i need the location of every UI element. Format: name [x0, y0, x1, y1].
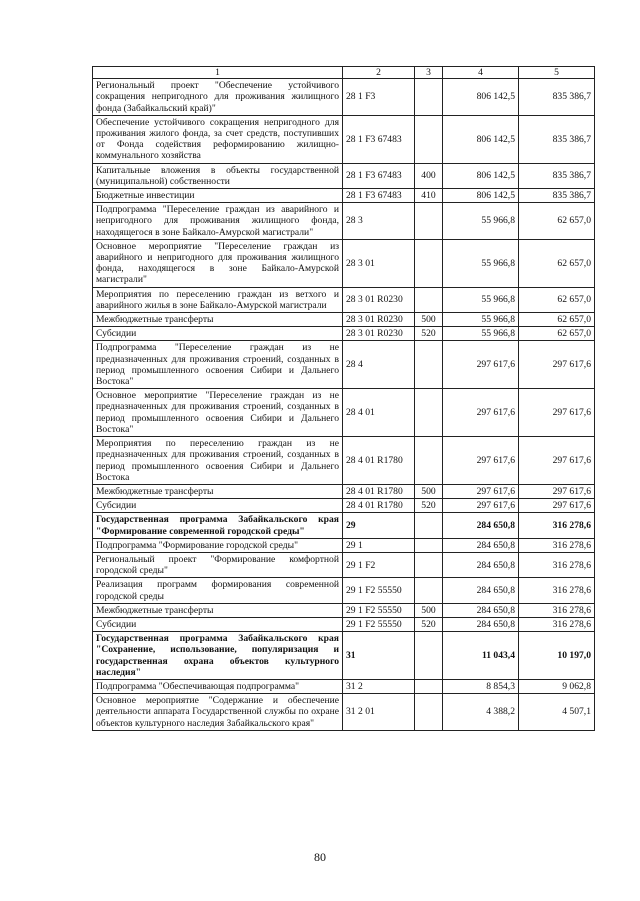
row-value-2019-cell: 284 650,8: [443, 578, 519, 603]
row-value-2019-cell: 55 966,8: [443, 313, 519, 327]
row-value-2019-cell: 297 617,6: [443, 484, 519, 498]
row-value-2020-cell: 835 386,7: [519, 163, 595, 188]
row-name-cell: Подпрограмма "Формирование городской среды": [93, 538, 343, 552]
row-expense-type-cell: [415, 538, 443, 552]
table-row: [93, 578, 595, 603]
row-code-cell: 28 3 01 R0230: [343, 287, 415, 312]
row-value-2020-cell: 9 062,8: [519, 679, 595, 693]
row-value-2019-cell: 55 966,8: [443, 327, 519, 341]
row-code-cell: 28 3: [343, 203, 415, 240]
row-name-cell: Межбюджетные трансферты: [93, 603, 343, 617]
row-name-cell: Мероприятия по переселению граждан из не предназначенных для проживания строений, созданных в период промышленного освоения Сибири и Дальнего Востока: [93, 437, 343, 485]
budget-table: [92, 66, 595, 731]
row-code-cell: 28 3 01: [343, 239, 415, 287]
row-value-2020-cell: 835 386,7: [519, 189, 595, 203]
table-row: [93, 79, 595, 116]
table-row: [93, 499, 595, 513]
row-code-cell: 31 2 01: [343, 694, 415, 731]
row-expense-type-cell: [415, 115, 443, 163]
table-row: [93, 163, 595, 188]
row-value-2020-cell: 316 278,6: [519, 513, 595, 538]
table-row: [93, 239, 595, 287]
row-value-2019-cell: 55 966,8: [443, 203, 519, 240]
table-row: [93, 115, 595, 163]
row-expense-type-cell: [415, 513, 443, 538]
row-expense-type-cell: [415, 679, 443, 693]
row-expense-type-cell: [415, 239, 443, 287]
row-name-cell: Капитальные вложения в объекты государственной (муниципальной) собственности: [93, 163, 343, 188]
row-value-2019-cell: 4 388,2: [443, 694, 519, 731]
row-value-2020-cell: 297 617,6: [519, 499, 595, 513]
row-name-cell: Основное мероприятие "Переселение граждан из не предназначенных для проживания строений, созданных в период промышленного освоения Сибири и Дальнего Востока": [93, 389, 343, 437]
row-expense-type-cell: [415, 632, 443, 680]
table-row: [93, 341, 595, 389]
row-value-2020-cell: 4 507,1: [519, 694, 595, 731]
row-code-cell: 28 1 F3 67483: [343, 163, 415, 188]
row-expense-type-cell: 400: [415, 163, 443, 188]
row-code-cell: 28 4 01 R1780: [343, 484, 415, 498]
table-row: [93, 513, 595, 538]
row-code-cell: 29 1 F2 55550: [343, 617, 415, 631]
header-cell: 4: [443, 67, 519, 79]
row-value-2019-cell: 8 854,3: [443, 679, 519, 693]
row-code-cell: 31 2: [343, 679, 415, 693]
page-number: 80: [314, 850, 326, 864]
row-value-2020-cell: 316 278,6: [519, 603, 595, 617]
row-name-cell: Подпрограмма "Переселение граждан из не предназначенных для проживания строений, созданных в период промышленного освоения Сибири и Дальнего Востока": [93, 341, 343, 389]
row-value-2020-cell: 316 278,6: [519, 617, 595, 631]
row-value-2020-cell: 297 617,6: [519, 437, 595, 485]
row-value-2019-cell: 806 142,5: [443, 79, 519, 116]
row-expense-type-cell: 500: [415, 313, 443, 327]
row-name-cell: Подпрограмма "Обеспечивающая подпрограмма": [93, 679, 343, 693]
table-row: [93, 437, 595, 485]
row-value-2020-cell: 62 657,0: [519, 287, 595, 312]
row-code-cell: 28 1 F3: [343, 79, 415, 116]
table-row: [93, 313, 595, 327]
row-code-cell: 29 1 F2 55550: [343, 603, 415, 617]
row-value-2019-cell: 297 617,6: [443, 499, 519, 513]
row-expense-type-cell: 410: [415, 189, 443, 203]
row-expense-type-cell: [415, 341, 443, 389]
row-code-cell: 28 4 01 R1780: [343, 499, 415, 513]
table-header-row: [93, 67, 595, 79]
row-name-cell: Субсидии: [93, 327, 343, 341]
row-expense-type-cell: 520: [415, 499, 443, 513]
row-code-cell: 29 1: [343, 538, 415, 552]
row-value-2019-cell: 284 650,8: [443, 603, 519, 617]
header-cell: 1: [93, 67, 343, 79]
row-name-cell: Региональный проект "Формирование комфортной городской среды": [93, 552, 343, 577]
row-code-cell: 28 1 F3 67483: [343, 115, 415, 163]
row-name-cell: Основное мероприятие "Переселение граждан из аварийного и непригодного для проживания жилищного фонда, находящегося в зоне Байкало-Амурской магистрали": [93, 239, 343, 287]
row-value-2019-cell: 806 142,5: [443, 163, 519, 188]
row-name-cell: Субсидии: [93, 499, 343, 513]
table-row: [93, 617, 595, 631]
row-value-2019-cell: 806 142,5: [443, 189, 519, 203]
row-value-2020-cell: 62 657,0: [519, 203, 595, 240]
header-cell: 2: [343, 67, 415, 79]
header-cell: 5: [519, 67, 595, 79]
row-code-cell: 28 3 01 R0230: [343, 313, 415, 327]
table-row: [93, 538, 595, 552]
row-name-cell: Межбюджетные трансферты: [93, 313, 343, 327]
table-body: [93, 79, 595, 731]
row-code-cell: 29 1 F2: [343, 552, 415, 577]
row-name-cell: Обеспечение устойчивого сокращения непригодного для проживания жилого фонда, за счет средств, поступивших от Фонда содействия реформированию жилищно-коммунального хозяйства: [93, 115, 343, 163]
row-expense-type-cell: 520: [415, 327, 443, 341]
row-name-cell: Основное мероприятие "Содержание и обеспечение деятельности аппарата Государственной службы по охране объектов культурного наследия Забайкальского края": [93, 694, 343, 731]
table-row: [93, 484, 595, 498]
row-value-2020-cell: 62 657,0: [519, 313, 595, 327]
row-value-2020-cell: 297 617,6: [519, 389, 595, 437]
row-name-cell: Реализация программ формирования современной городской среды: [93, 578, 343, 603]
row-code-cell: 28 4 01: [343, 389, 415, 437]
row-value-2019-cell: 806 142,5: [443, 115, 519, 163]
row-value-2020-cell: 316 278,6: [519, 578, 595, 603]
row-value-2020-cell: 297 617,6: [519, 341, 595, 389]
row-value-2019-cell: 55 966,8: [443, 239, 519, 287]
row-expense-type-cell: 500: [415, 603, 443, 617]
row-expense-type-cell: [415, 79, 443, 116]
row-expense-type-cell: 520: [415, 617, 443, 631]
row-value-2020-cell: 62 657,0: [519, 239, 595, 287]
row-value-2019-cell: 284 650,8: [443, 552, 519, 577]
row-name-cell: Подпрограмма "Переселение граждан из аварийного и непригодного для проживания жилищного фонда, находящегося в зоне Байкало-Амурской магистрали": [93, 203, 343, 240]
header-cell: 3: [415, 67, 443, 79]
row-code-cell: 31: [343, 632, 415, 680]
row-code-cell: 28 3 01 R0230: [343, 327, 415, 341]
row-name-cell: Государственная программа Забайкальского края "Сохранение, использование, популяризация и государственная охрана объектов культурного наследия": [93, 632, 343, 680]
table-row: [93, 189, 595, 203]
table-row: [93, 694, 595, 731]
row-expense-type-cell: [415, 552, 443, 577]
table-row: [93, 203, 595, 240]
row-value-2020-cell: 10 197,0: [519, 632, 595, 680]
row-code-cell: 28 4 01 R1780: [343, 437, 415, 485]
row-name-cell: Государственная программа Забайкальского края "Формирование современной городской среды": [93, 513, 343, 538]
table-row: [93, 287, 595, 312]
row-code-cell: 28 4: [343, 341, 415, 389]
row-value-2020-cell: 62 657,0: [519, 327, 595, 341]
row-name-cell: Мероприятия по переселению граждан из ветхого и аварийного жилья в зоне Байкало-Амурской магистрали: [93, 287, 343, 312]
row-code-cell: 29 1 F2 55550: [343, 578, 415, 603]
row-code-cell: 29: [343, 513, 415, 538]
row-name-cell: Бюджетные инвестиции: [93, 189, 343, 203]
table-row: [93, 327, 595, 341]
row-value-2020-cell: 835 386,7: [519, 79, 595, 116]
row-name-cell: Региональный проект "Обеспечение устойчивого сокращения непригодного для проживания жилищного фонда (Забайкальский край)": [93, 79, 343, 116]
row-value-2019-cell: 297 617,6: [443, 437, 519, 485]
row-value-2020-cell: 297 617,6: [519, 484, 595, 498]
row-name-cell: Субсидии: [93, 617, 343, 631]
row-expense-type-cell: [415, 437, 443, 485]
row-expense-type-cell: 500: [415, 484, 443, 498]
row-value-2019-cell: 11 043,4: [443, 632, 519, 680]
row-value-2019-cell: 284 650,8: [443, 538, 519, 552]
row-code-cell: 28 1 F3 67483: [343, 189, 415, 203]
row-value-2020-cell: 835 386,7: [519, 115, 595, 163]
row-value-2019-cell: 297 617,6: [443, 341, 519, 389]
row-expense-type-cell: [415, 389, 443, 437]
row-value-2019-cell: 284 650,8: [443, 513, 519, 538]
row-value-2019-cell: 55 966,8: [443, 287, 519, 312]
table-row: [93, 552, 595, 577]
row-value-2019-cell: 297 617,6: [443, 389, 519, 437]
row-value-2019-cell: 284 650,8: [443, 617, 519, 631]
row-expense-type-cell: [415, 578, 443, 603]
row-name-cell: Межбюджетные трансферты: [93, 484, 343, 498]
row-expense-type-cell: [415, 694, 443, 731]
row-value-2020-cell: 316 278,6: [519, 552, 595, 577]
table-row: [93, 603, 595, 617]
row-value-2020-cell: 316 278,6: [519, 538, 595, 552]
table-row: [93, 632, 595, 680]
table-row: [93, 389, 595, 437]
row-expense-type-cell: [415, 203, 443, 240]
table-row: [93, 679, 595, 693]
row-expense-type-cell: [415, 287, 443, 312]
